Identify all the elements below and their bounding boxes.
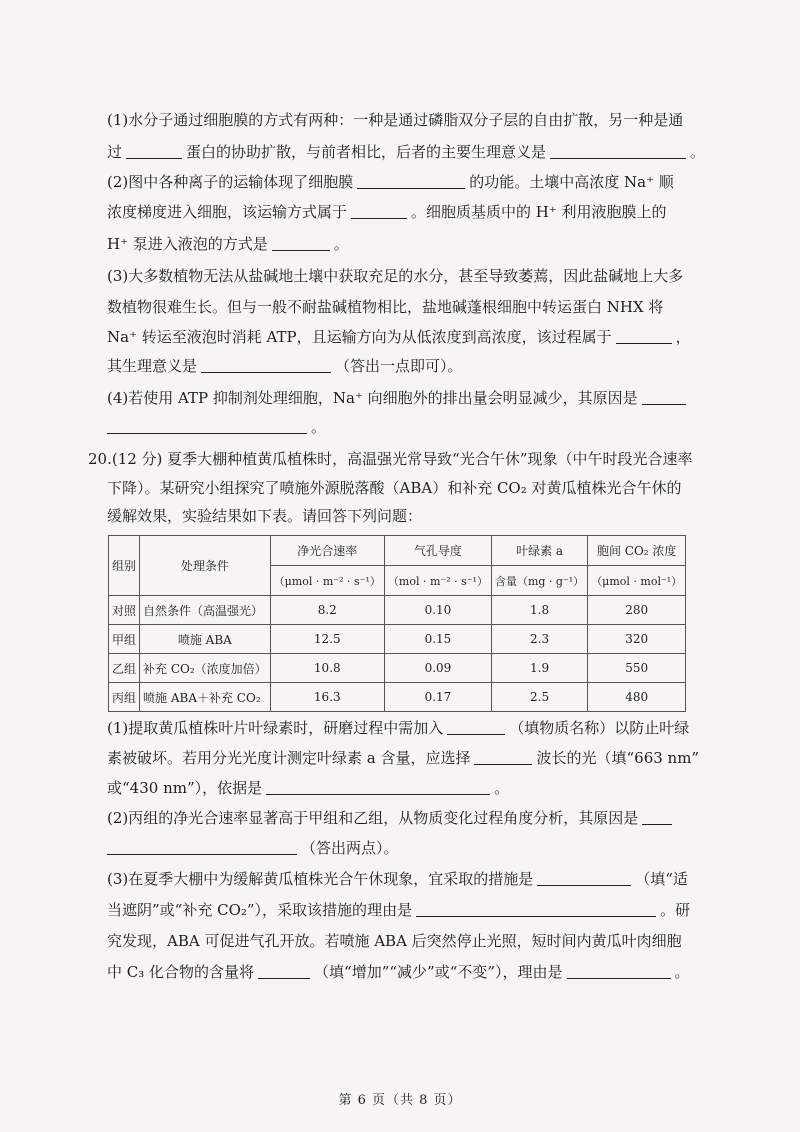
- table-row: [109, 683, 686, 712]
- cell-net-rate: 12.5: [270, 625, 384, 654]
- unit-stomatal: （mol · m⁻² · s⁻¹）: [384, 566, 491, 596]
- q19-p1-line2: 过 蛋白的协助扩散，与前者相比，后者的主要生理意义是 。: [107, 143, 706, 161]
- answer-blank[interactable]: [351, 203, 407, 219]
- answer-blank[interactable]: [126, 143, 182, 159]
- cell-co2: 480: [588, 683, 686, 712]
- header-condition: 处理条件: [140, 536, 271, 596]
- q20-intro-line2: 下降）。某研究小组探究了喷施外源脱落酸（ABA）和补充 CO₂ 对黄瓜植株光合午休的: [107, 479, 682, 497]
- answer-blank[interactable]: [107, 418, 307, 434]
- header-group: 组别: [109, 536, 140, 596]
- q20-p2-line2: （答出两点）。: [107, 838, 399, 858]
- cell-co2: 550: [588, 654, 686, 683]
- q19-p4-line2: 。: [107, 417, 326, 437]
- cell-group: 乙组: [109, 654, 140, 683]
- answer-blank[interactable]: [642, 389, 686, 405]
- q19-p3-line3: Na⁺ 转运至液泡时消耗 ATP，且运输方向为从低浓度到高浓度，该过程属于 ，: [107, 328, 691, 346]
- cell-net-rate: 16.3: [270, 683, 384, 712]
- cell-group: 对照: [109, 596, 140, 625]
- answer-blank[interactable]: [416, 901, 656, 917]
- answer-blank[interactable]: [272, 235, 330, 251]
- cell-chlorophyll: 2.5: [491, 683, 587, 712]
- cell-net-rate: 8.2: [270, 596, 384, 625]
- unit-chlorophyll: 含量（mg · g⁻¹）: [491, 566, 587, 596]
- answer-blank[interactable]: [107, 839, 297, 855]
- header-co2: 胞间 CO₂ 浓度: [588, 536, 686, 566]
- q19-p3-line2: 数植物很难生长。但与一般不耐盐碱植物相比，盐地碱蓬根细胞中转运蛋白 NHX 将: [107, 298, 664, 316]
- answer-blank[interactable]: [357, 173, 465, 189]
- table-header-row: [109, 536, 686, 566]
- cell-condition: 喷施 ABA＋补充 CO₂: [140, 683, 271, 712]
- q20-intro-line1: 20.(12 分) 夏季大棚种植黄瓜植株时，高温强光常导致“光合午休”现象（中午时段光合速率: [88, 450, 693, 468]
- q20-p3-line3: 究发现，ABA 可促进气孔开放。若喷施 ABA 后突然停止光照，短时间内黄瓜叶肉细胞: [107, 932, 682, 950]
- q20-p1-line2: 素被破坏。若用分光光度计测定叶绿素 a 含量，应选择 波长的光（填“663 nm”: [107, 749, 700, 767]
- cell-condition: 自然条件（高温强光）: [140, 596, 271, 625]
- unit-net-rate: （μmol · m⁻² · s⁻¹）: [270, 566, 384, 596]
- answer-blank[interactable]: [447, 719, 505, 735]
- cell-condition: 补充 CO₂（浓度加倍）: [140, 654, 271, 683]
- cell-group: 丙组: [109, 683, 140, 712]
- answer-blank[interactable]: [537, 870, 631, 886]
- answer-blank[interactable]: [550, 143, 686, 159]
- unit-co2: （μmol · mol⁻¹）: [588, 566, 686, 596]
- q20-intro-line3: 缓解效果，实验结果如下表。请回答下列问题：: [107, 507, 423, 525]
- q19-p2-line1: (2)图中各种离子的运输体现了细胞膜 的功能。土壤中高浓度 Na⁺ 顺: [107, 173, 674, 191]
- answer-blank[interactable]: [201, 357, 331, 373]
- cell-stomatal: 0.17: [384, 683, 491, 712]
- cell-chlorophyll: 1.9: [491, 654, 587, 683]
- q20-p3-line4: 中 C₃ 化合物的含量将 （填“增加”“减少”或“不变”），理由是 。: [107, 963, 690, 981]
- answer-blank[interactable]: [616, 328, 672, 344]
- answer-blank[interactable]: [642, 809, 672, 825]
- cell-group: 甲组: [109, 625, 140, 654]
- cell-stomatal: 0.15: [384, 625, 491, 654]
- header-chlorophyll: 叶绿素 a: [491, 536, 587, 566]
- table-row: [109, 596, 686, 625]
- q20-p1-line1: (1)提取黄瓜植株叶片叶绿素时，研磨过程中需加入 （填物质名称）以防止叶绿: [107, 719, 690, 737]
- table-row: [109, 625, 686, 654]
- q19-p3-line4: 其生理意义是 （答出一点即可）。: [107, 357, 463, 375]
- q20-p3-line1: (3)在夏季大棚中为缓解黄瓜植株光合午休现象，宜采取的措施是 （填“适: [107, 870, 688, 888]
- cell-chlorophyll: 2.3: [491, 625, 587, 654]
- results-table: [108, 535, 686, 712]
- cell-co2: 280: [588, 596, 686, 625]
- q19-p3-line1: (3)大多数植物无法从盐碱地土壤中获取充足的水分，甚至导致萎蔫，因此盐碱地上大多: [107, 267, 684, 285]
- q19-p4-line1: (4)若使用 ATP 抑制剂处理细胞，Na⁺ 向细胞外的排出量会明显减少，其原因是: [107, 388, 686, 408]
- cell-condition: 喷施 ABA: [140, 625, 271, 654]
- cell-stomatal: 0.09: [384, 654, 491, 683]
- q20-p2-line1: (2)丙组的净光合速率显著高于甲组和乙组，从物质变化过程角度分析，其原因是: [107, 808, 672, 828]
- q20-p1-line3: 或“430 nm”），依据是 。: [107, 779, 510, 797]
- table-row: [109, 654, 686, 683]
- cell-net-rate: 10.8: [270, 654, 384, 683]
- q19-p1-line1: (1)水分子通过细胞膜的方式有两种：一种是通过磷脂双分子层的自由扩散，另一种是通: [107, 111, 684, 129]
- header-stomatal: 气孔导度: [384, 536, 491, 566]
- answer-blank[interactable]: [474, 749, 532, 765]
- answer-blank[interactable]: [258, 963, 310, 979]
- q20-p3-line2: 当遮阴”或“补充 CO₂”），采取该措施的理由是 。研: [107, 901, 691, 919]
- answer-blank[interactable]: [266, 779, 490, 795]
- q19-p2-line2: 浓度梯度进入细胞，该运输方式属于 。细胞质基质中的 H⁺ 利用液胞膜上的: [107, 203, 667, 221]
- q19-p2-line3: H⁺ 泵进入液泡的方式是 。: [107, 235, 349, 253]
- header-net-rate: 净光合速率: [270, 536, 384, 566]
- answer-blank[interactable]: [567, 963, 671, 979]
- cell-stomatal: 0.10: [384, 596, 491, 625]
- page-footer: 第 6 页（共 8 页）: [338, 1093, 462, 1108]
- cell-chlorophyll: 1.8: [491, 596, 587, 625]
- cell-co2: 320: [588, 625, 686, 654]
